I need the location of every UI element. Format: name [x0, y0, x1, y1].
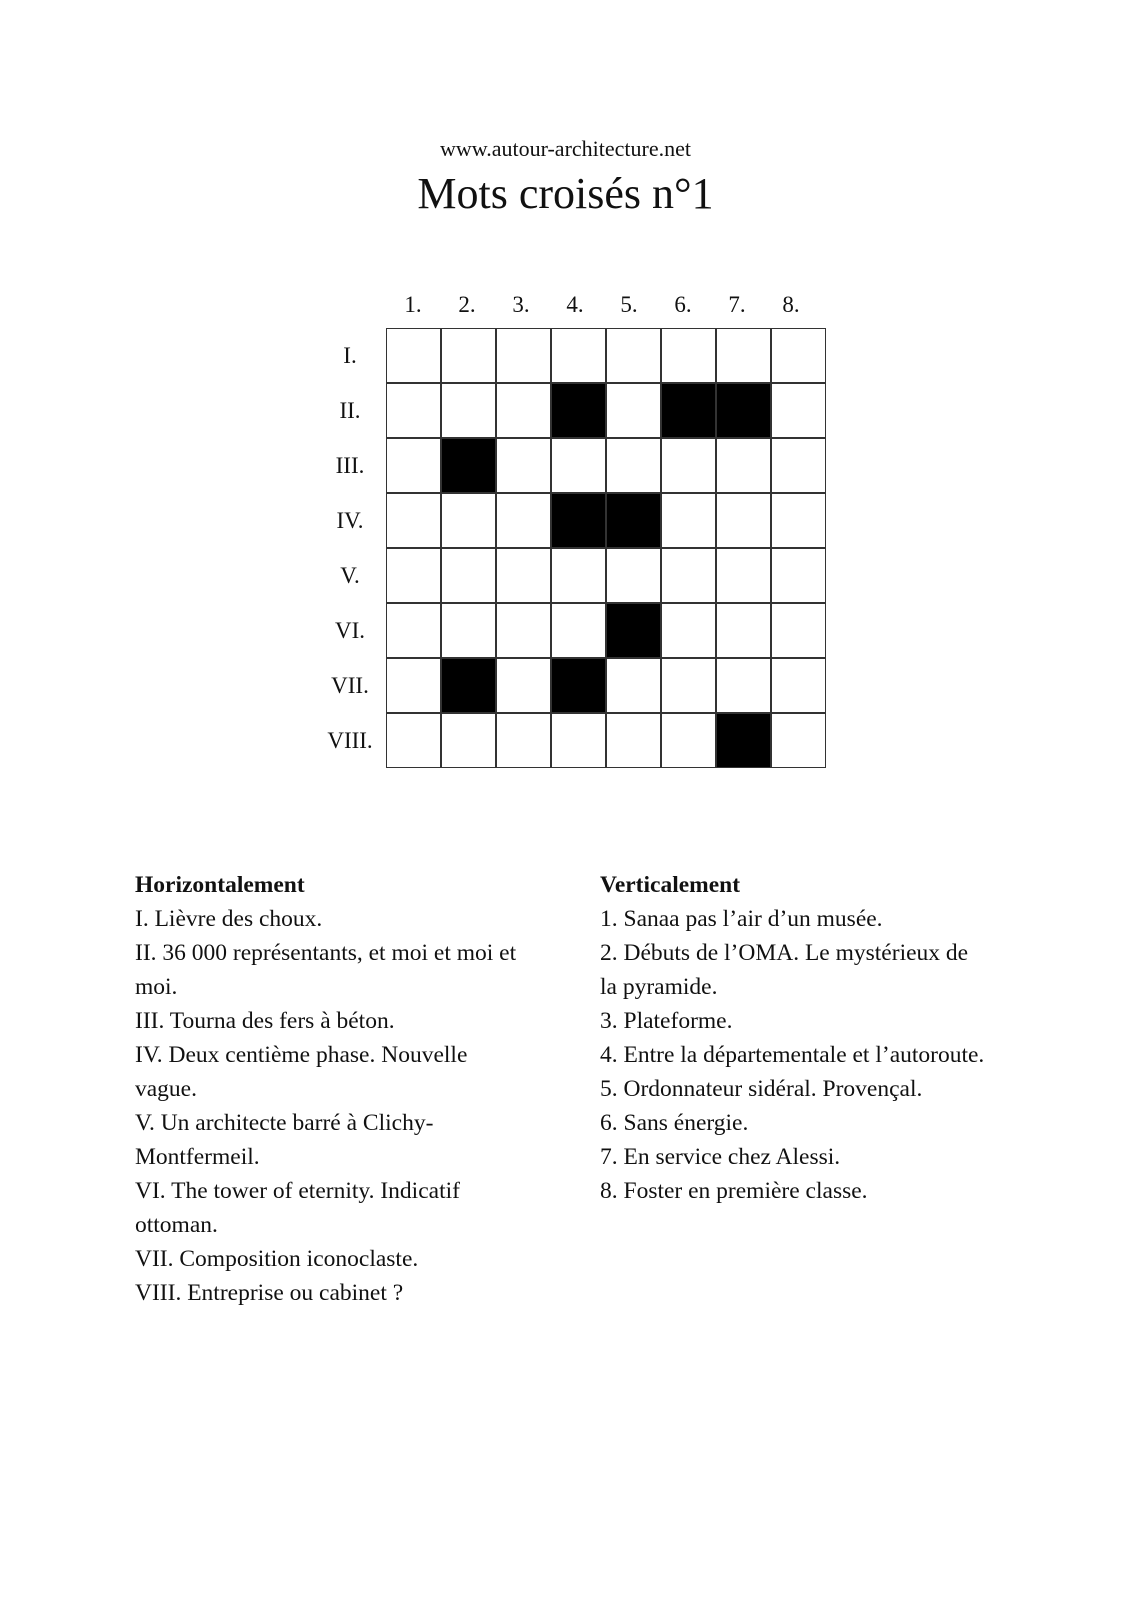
column-label: 4.: [566, 292, 584, 317]
clue-horizontal: VIII. Entreprise ou cabinet ?: [135, 1280, 404, 1306]
column-label: 1.: [404, 292, 422, 317]
column-label: 8.: [782, 292, 800, 317]
grid-cell[interactable]: [717, 604, 770, 657]
grid-cell[interactable]: [607, 659, 660, 712]
black-cell: [442, 659, 495, 712]
grid-cell[interactable]: [607, 714, 660, 767]
black-cell: [552, 659, 605, 712]
row-label: V.: [340, 563, 360, 588]
black-cell: [552, 494, 605, 547]
grid-cell[interactable]: [387, 549, 440, 602]
grid-cell[interactable]: [662, 549, 715, 602]
grid-cell[interactable]: [717, 439, 770, 492]
grid-cell[interactable]: [772, 439, 825, 492]
grid-cell[interactable]: [772, 494, 825, 547]
crossword-grid: [386, 328, 826, 768]
grid-cell[interactable]: [387, 659, 440, 712]
grid-cell[interactable]: [387, 439, 440, 492]
clue-vertical: 4. Entre la départementale et l’autoroute.: [600, 1042, 985, 1068]
horizontal-heading: Horizontalement: [135, 872, 305, 898]
grid-cell[interactable]: [497, 494, 550, 547]
clue-vertical: 3. Plateforme.: [600, 1008, 733, 1034]
black-cell: [607, 494, 660, 547]
column-label: 6.: [674, 292, 692, 317]
clue-horizontal: V. Un architecte barré à Clichy-Montfermeil.: [135, 1110, 434, 1170]
grid-cell[interactable]: [607, 329, 660, 382]
grid-cell[interactable]: [387, 604, 440, 657]
grid-cell[interactable]: [662, 439, 715, 492]
grid-cell[interactable]: [552, 439, 605, 492]
grid-cell[interactable]: [387, 384, 440, 437]
vertical-heading: Verticalement: [600, 872, 741, 898]
grid-cell[interactable]: [717, 549, 770, 602]
column-labels: [386, 292, 818, 318]
row-label: VII.: [331, 673, 369, 698]
grid-cell[interactable]: [552, 549, 605, 602]
grid-cell[interactable]: [442, 384, 495, 437]
grid-cell[interactable]: [442, 549, 495, 602]
row-labels: [320, 328, 380, 768]
grid-cell[interactable]: [387, 329, 440, 382]
grid-cell[interactable]: [497, 659, 550, 712]
column-label: 5.: [620, 292, 638, 317]
clue-vertical: 1. Sanaa pas l’air d’un musée.: [600, 906, 883, 932]
grid-cell[interactable]: [497, 604, 550, 657]
black-cell: [717, 714, 770, 767]
black-cell: [607, 604, 660, 657]
grid-cell[interactable]: [497, 549, 550, 602]
clue-horizontal: I. Lièvre des choux.: [135, 906, 323, 932]
grid-cell[interactable]: [607, 439, 660, 492]
grid-cell[interactable]: [772, 384, 825, 437]
grid-cell[interactable]: [442, 604, 495, 657]
grid-cell[interactable]: [607, 384, 660, 437]
row-label: I.: [343, 343, 357, 368]
clue-vertical: 5. Ordonnateur sidéral. Provençal.: [600, 1076, 923, 1102]
column-label: 2.: [458, 292, 476, 317]
black-cell: [552, 384, 605, 437]
clue-horizontal: IV. Deux centième phase. Nouvelle vague.: [135, 1042, 468, 1102]
vertical-clues: [600, 868, 990, 1208]
grid-cell[interactable]: [387, 494, 440, 547]
clue-vertical: 7. En service chez Alessi.: [600, 1144, 841, 1170]
black-cell: [662, 384, 715, 437]
grid-cell[interactable]: [497, 329, 550, 382]
black-cell: [717, 384, 770, 437]
grid-cell[interactable]: [772, 604, 825, 657]
grid-cell[interactable]: [607, 549, 660, 602]
clue-horizontal: VI. The tower of eternity. Indicatif ottoman.: [135, 1178, 460, 1238]
grid-cell[interactable]: [662, 494, 715, 547]
row-label: III.: [335, 453, 365, 478]
grid-cell[interactable]: [442, 494, 495, 547]
grid-cell[interactable]: [442, 329, 495, 382]
grid-cell[interactable]: [552, 714, 605, 767]
puzzle-title: Mots croisés n°1: [417, 169, 714, 218]
column-label: 3.: [512, 292, 530, 317]
grid-cell[interactable]: [662, 329, 715, 382]
clue-horizontal: II. 36 000 représentants, et moi et moi et moi.: [135, 940, 517, 1000]
grid-cell[interactable]: [717, 329, 770, 382]
grid-cell[interactable]: [497, 439, 550, 492]
grid-cell[interactable]: [662, 714, 715, 767]
column-label: 7.: [728, 292, 746, 317]
black-cell: [442, 439, 495, 492]
row-label: IV.: [336, 508, 364, 533]
clue-vertical: 8. Foster en première classe.: [600, 1178, 868, 1204]
grid-cell[interactable]: [497, 384, 550, 437]
grid-cell[interactable]: [662, 659, 715, 712]
row-label: VIII.: [327, 728, 373, 753]
grid-cell[interactable]: [497, 714, 550, 767]
grid-cell[interactable]: [772, 714, 825, 767]
clue-vertical: 2. Débuts de l’OMA. Le mystérieux de la pyramide.: [600, 940, 969, 1000]
grid-cell[interactable]: [772, 549, 825, 602]
grid-cell[interactable]: [772, 659, 825, 712]
site-url[interactable]: www.autour-architecture.net: [439, 136, 691, 161]
grid-cell[interactable]: [717, 494, 770, 547]
grid-cell[interactable]: [442, 714, 495, 767]
grid-cell[interactable]: [387, 714, 440, 767]
clue-horizontal: VII. Composition iconoclaste.: [135, 1246, 419, 1272]
row-label: VI.: [334, 618, 366, 643]
horizontal-clues: [135, 868, 525, 1310]
grid-cell[interactable]: [552, 329, 605, 382]
row-label: II.: [339, 398, 361, 423]
grid-cell[interactable]: [662, 604, 715, 657]
grid-cell[interactable]: [772, 329, 825, 382]
grid-cell[interactable]: [552, 604, 605, 657]
clue-horizontal: III. Tourna des fers à béton.: [135, 1008, 395, 1034]
grid-cell[interactable]: [717, 659, 770, 712]
clue-vertical: 6. Sans énergie.: [600, 1110, 749, 1136]
